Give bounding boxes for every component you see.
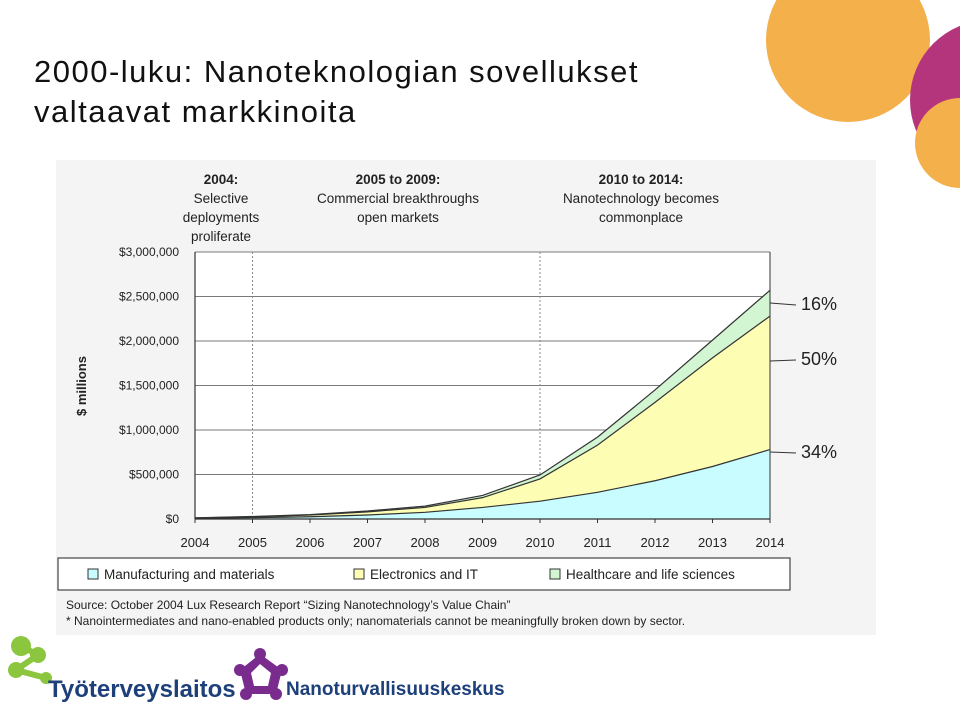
phase-2-text: open markets (357, 210, 439, 225)
x-tick-label: 2008 (410, 535, 440, 550)
slide-title-line1: 2000-luku: Nanoteknologian sovellukset (34, 54, 640, 89)
y-axis-label: $ millions (74, 356, 89, 416)
slide-title (34, 52, 639, 132)
x-tick-label: 2006 (295, 535, 325, 550)
phase-1-text: deployments (182, 210, 260, 225)
x-tick-label: 2010 (525, 535, 555, 550)
phase-2-text: 2005 to 2009: (355, 172, 441, 187)
y-tick-label: $3,000,000 (118, 245, 179, 259)
x-tick-label: 2011 (583, 535, 612, 550)
y-tick-label: $2,500,000 (118, 289, 179, 304)
phase-1-text: proliferate (190, 229, 252, 244)
phase-3-text: 2010 to 2014: (598, 172, 684, 187)
x-tick-label: 2004 (180, 535, 210, 550)
legend-label-3: Healthcare and life sciences (566, 567, 735, 582)
y-tick-label: $2,000,000 (118, 334, 179, 348)
x-tick-label: 2009 (468, 535, 497, 550)
x-tick-label: 2014 (755, 535, 785, 550)
y-tick-label: $0 (165, 512, 179, 526)
legend-swatch-3 (550, 569, 560, 579)
phase-1-text: Selective (193, 191, 249, 206)
phase-3-text: commonplace (598, 210, 684, 225)
legend-swatch-1 (88, 569, 98, 579)
share-leader-line (770, 303, 796, 305)
x-tick-label: 2012 (640, 535, 670, 550)
y-tick-label: $1,000,000 (118, 423, 179, 437)
y-tick-label: $1,500,000 (118, 378, 179, 393)
x-tick-label: 2013 (698, 535, 727, 550)
phase-3-text: Nanotechnology becomes (562, 191, 720, 206)
y-tick-label: $500,000 (128, 467, 179, 482)
share-label: 50% (801, 349, 838, 369)
legend-swatch-2 (354, 569, 364, 579)
phase-2-text: Commercial breakthroughs (316, 191, 480, 206)
tyoterveyslaitos-logo-text: Työterveyslaitos (48, 676, 236, 703)
nanoturvallisuuskeskus-logo-icon (232, 646, 292, 702)
source-line: Source: October 2004 Lux Research Report “Sizing Nanotechnology’s Value Chain” (66, 598, 511, 612)
legend-label-2: Electronics and IT (370, 567, 479, 582)
share-label: 16% (801, 294, 838, 314)
nanoturvallisuuskeskus-logo-text: Nanoturvallisuuskeskus (286, 679, 505, 700)
share-label: 34% (801, 442, 838, 462)
orange-circle-large (766, 0, 930, 122)
x-tick-label: 2007 (353, 535, 382, 550)
chart-panel (56, 160, 876, 635)
legend-label-1: Manufacturing and materials (104, 567, 275, 582)
share-leader-line (770, 452, 796, 453)
share-leader-line (770, 360, 796, 361)
stacked-area-chart (56, 160, 876, 635)
phase-1-text: 2004: (203, 172, 239, 187)
slide-title-line2: valtaavat markkinoita (34, 94, 357, 129)
footnote: * Nanointermediates and nano-enabled products only; nanomaterials cannot be meaningfully broken down by sector. (66, 614, 686, 628)
x-tick-label: 2005 (238, 535, 267, 550)
